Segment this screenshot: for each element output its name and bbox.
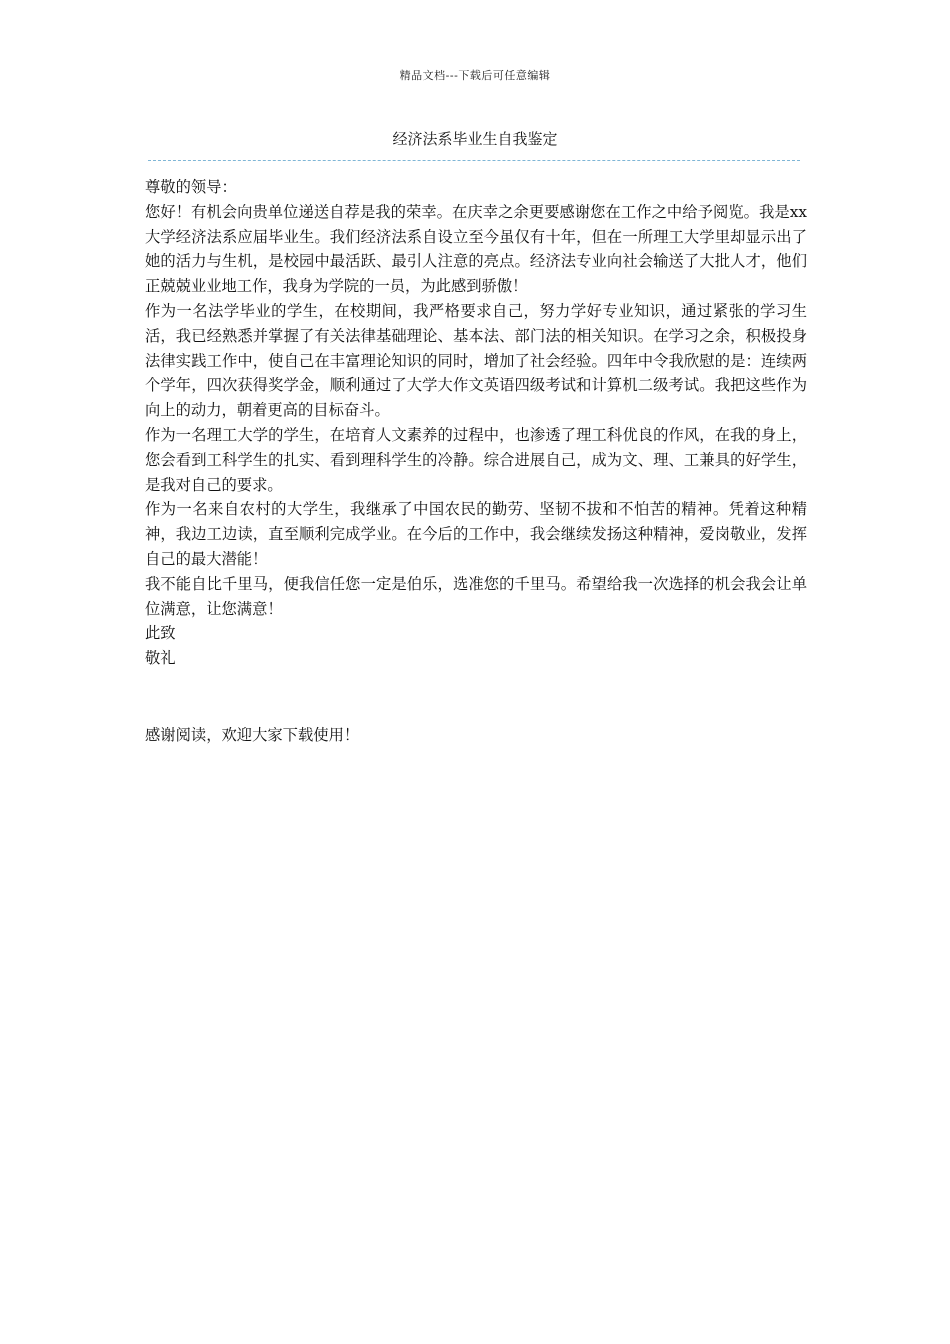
document-title: 经济法系毕业生自我鉴定 xyxy=(392,130,558,148)
closing-ci-zhi: 此致 xyxy=(145,624,176,643)
letter-body xyxy=(145,175,807,671)
salutation: 尊敬的领导： xyxy=(145,178,237,196)
page-header-note: 精品文档---下载后可任意编辑 xyxy=(399,69,551,82)
paragraph-law-study: 作为一名法学毕业的学生，在校期间，我严格要求自己，努力学好专业知识，通过紧张的学习生活，我已经熟悉并掌握了有关法律基础理论、基本法、部门法的相关知识。在学习之余，积极投身法律实践工作中，使自己在丰富理论知识的同时，增加了社会经验。四年中令我欣慰的是：连续两个学年，四次获得奖学金，顺利通过了大学大作文英语四级考试和计算机二级考试。我把这些作为向上的动力，朝着更高的目标奋斗。 xyxy=(145,301,807,420)
paragraph-request: 我不能自比千里马，便我信任您一定是伯乐，选准您的千里马。希望给我一次选择的机会我会让单位满意，让您满意！ xyxy=(145,574,807,618)
paragraph-humanities: 作为一名理工大学的学生，在培育人文素养的过程中，也渗透了理工科优良的作风，在我的身上，您会看到工科学生的扎实、看到理科学生的冷静。综合进展自己，成为文、理、工兼具的好学生，是我对自己的要求。 xyxy=(145,425,807,494)
closing-jing-li: 敬礼 xyxy=(145,649,176,668)
footer-thanks: 感谢阅读，欢迎大家下载使用！ xyxy=(145,726,360,744)
paragraph-rural-background: 作为一名来自农村的大学生，我继承了中国农民的勤劳、坚韧不拔和不怕苦的精神。凭着这种精神，我边工边读，直至顺利完成学业。在今后的工作中，我会继续发扬这种精神，爱岗敬业，发挥自己的最大潜能！ xyxy=(145,500,807,568)
title-divider xyxy=(148,160,800,161)
paragraph-intro: 您好！有机会向贵单位递送自荐是我的荣幸。在庆幸之余更要感谢您在工作之中给予阅览。我是xx大学经济法系应届毕业生。我们经济法系自设立至今虽仅有十年，但在一所理工大学里却显示出了她的活力与生机，是校园中最活跃、最引人注意的亮点。经济法专业向社会输送了大批人才，他们正兢兢业业地工作，我身为学院的一员，为此感到骄傲！ xyxy=(145,202,807,296)
